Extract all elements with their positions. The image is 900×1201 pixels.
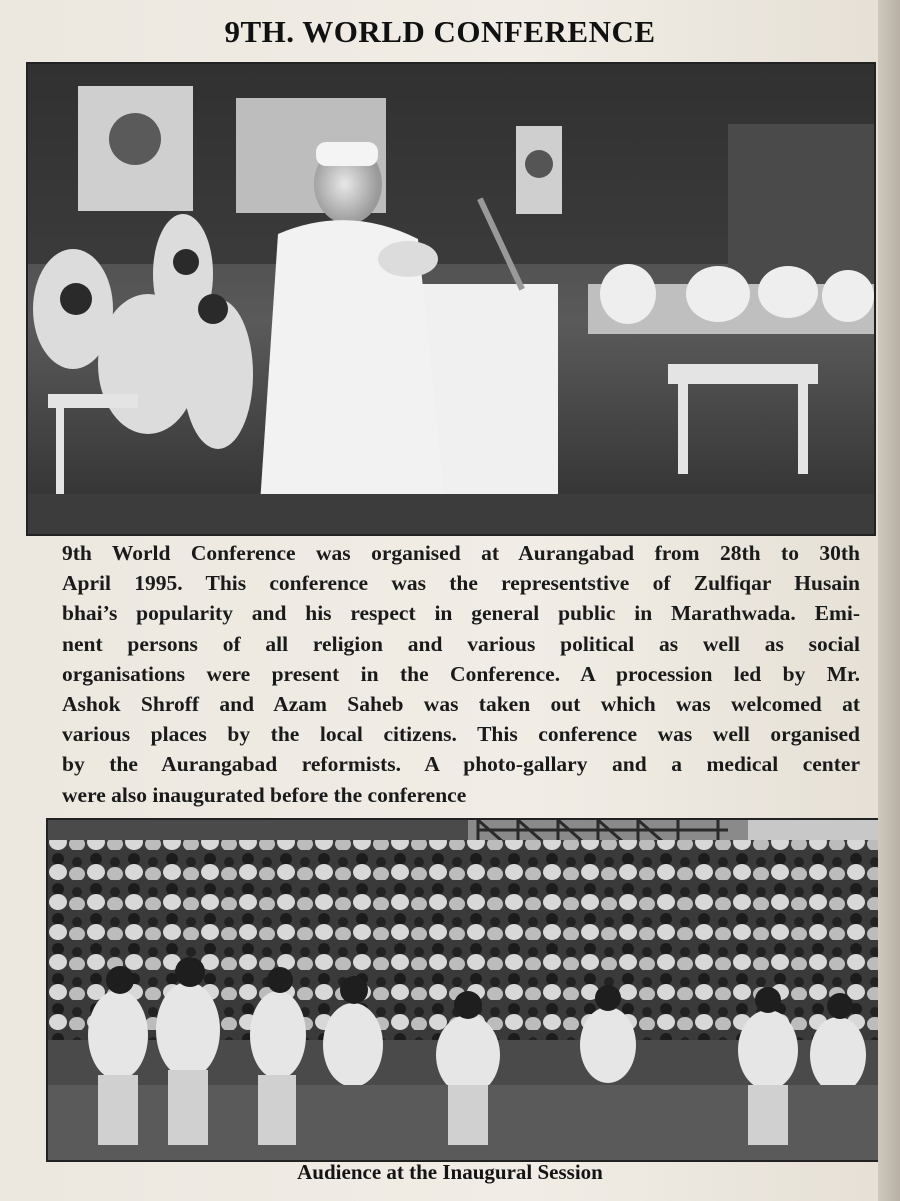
caption-line: various places by the local citizens. This conference was well organised: [62, 722, 860, 747]
caption-line: 9th World Conference was organised at Aurangabad from 28th to 30th: [62, 541, 860, 565]
caption-line: organisations were present in the Conference. A procession led by Mr.: [62, 661, 860, 686]
caption-line: by the Aurangabad reformists. A photo-gallary and a medical center: [62, 752, 860, 777]
speaker-photo: [26, 62, 876, 536]
caption-line: were also inaugurated before the conference: [62, 782, 467, 807]
caption-line: bhai’s popularity and his respect in general public in Marathwada. Emi-: [62, 601, 860, 626]
caption-paragraph: [62, 538, 860, 810]
book-gutter: [878, 0, 900, 1201]
page-title: 9TH. WORLD CONFERENCE: [224, 14, 656, 49]
caption-line: April 1995. This conference was the representstive of Zulfiqar Husain: [62, 571, 860, 596]
audience-photo: [46, 818, 886, 1162]
caption-line: Ashok Shroff and Azam Saheb was taken out which was welcomed at: [62, 692, 860, 717]
bottom-caption: Audience at the Inaugural Session: [297, 1160, 603, 1184]
caption-line: nent persons of all religion and various political as well as social: [62, 631, 860, 656]
